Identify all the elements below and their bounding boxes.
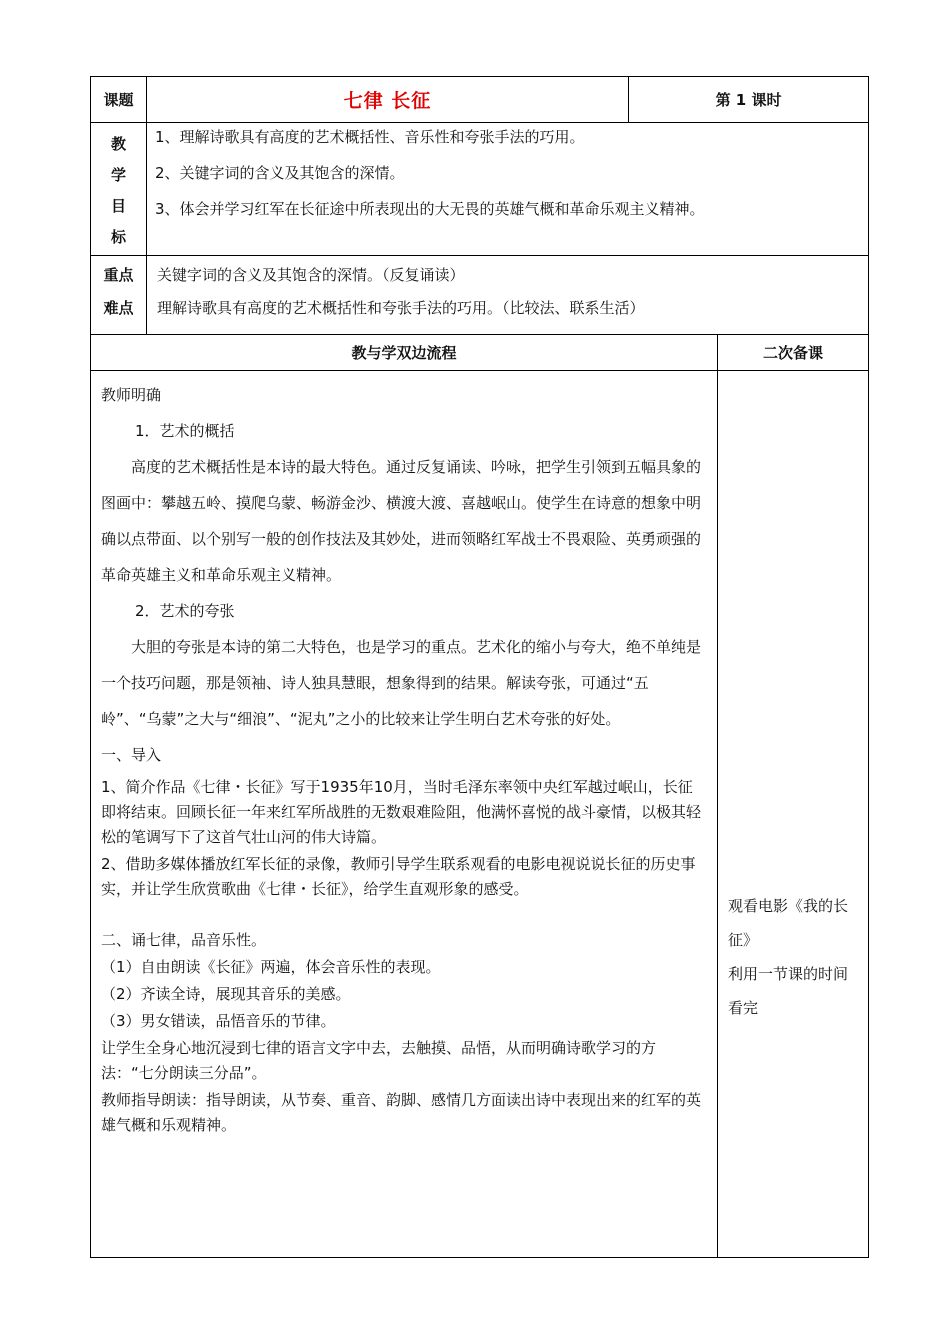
intro-item-2: 2、借助多媒体播放红军长征的录像，教师引导学生联系观看的电影电视说说长征的历史事实，并让学生欣赏歌曲《七律・长征》，给学生直观形象的感受。 (101, 855, 696, 898)
goal-item: 2、关键字词的含义及其饱含的深情。 (155, 164, 405, 182)
difficult-label: 难点 (103, 299, 134, 317)
flow-body-row (91, 371, 869, 1258)
goals-content (147, 123, 869, 256)
spacer (101, 902, 705, 926)
section1-title: 1．艺术的概括 (135, 422, 235, 440)
topic-label: 课题 (91, 77, 147, 123)
side-note-1: 观看电影《我的长征》 (728, 897, 849, 949)
key-points-row (91, 256, 869, 335)
recite-item-3: （3）男女错读，品悟音乐的节律。 (101, 1012, 336, 1030)
teacher-clarify: 教师明确 (101, 386, 162, 404)
difficult-text: 理解诗歌具有高度的艺术概括性和夸张手法的巧用。（比较法、联系生活） (157, 299, 645, 317)
section2-text: 大胆的夸张是本诗的第二大特色，也是学习的重点。艺术化的缩小与夸大，绝不单纯是一个技巧问题，那是领袖、诗人独具慧眼，想象得到的结果。解读夸张，可通过“五岭”、“乌蒙”之大与“细浪”、“泥丸”之小的比较来让学生明白艺术夸张的好处。 (101, 638, 702, 728)
goals-label-char: 教 (110, 135, 126, 153)
side-notes (718, 371, 869, 1258)
goal-item: 3、体会并学习红军在长征途中所表现出的大无畏的英雄气概和革命乐观主义精神。 (155, 200, 705, 218)
goals-label-char: 学 (110, 166, 126, 184)
key-points-labels (91, 256, 147, 335)
intro-title: 一、导入 (101, 746, 162, 764)
lesson-title: 七律 长征 (147, 77, 629, 123)
flow-content (91, 371, 718, 1258)
flow-header-row (91, 335, 869, 371)
section1-text: 高度的艺术概括性是本诗的最大特色。通过反复诵读、吟咏，把学生引领到五幅具象的图画中：攀越五岭、摸爬乌蒙、畅游金沙、横渡大渡、喜越岷山。使学生在诗意的想象中明确以点带面、以个别写一般的创作技法及其妙处，进而领略红军战士不畏艰险、英勇顽强的革命英雄主义和革命乐观主义精神。 (101, 458, 702, 584)
goals-row (91, 123, 869, 256)
recite-guide: 教师指导朗读：指导朗读，从节奏、重音、韵脚、感情几方面读出诗中表现出来的红军的英雄气概和乐观精神。 (101, 1091, 702, 1134)
lesson-period: 第 1 课时 (629, 77, 869, 123)
recite-item-2: （2）齐读全诗，展现其音乐的美感。 (101, 985, 351, 1003)
intro-item-1: 1、简介作品《七律・长征》写于1935年10月，当时毛泽东率领中央红军越过岷山，长征即将结束。回顾长征一年来红军所战胜的无数艰难险阻，他满怀喜悦的战斗豪情，以极其轻松的笔调写下了这首气壮山河的伟大诗篇。 (101, 778, 702, 846)
recite-title: 二、诵七律，品音乐性。 (101, 931, 267, 949)
key-label: 重点 (103, 266, 134, 284)
goals-label-char: 目 (110, 197, 126, 215)
goals-label-char: 标 (110, 228, 126, 246)
flow-header: 教与学双边流程 (91, 335, 718, 371)
goals-label (91, 123, 147, 256)
goal-item: 1、理解诗歌具有高度的艺术概括性、音乐性和夸张手法的巧用。 (155, 128, 585, 146)
key-points-content (147, 256, 869, 335)
side-note-2: 利用一节课的时间看完 (728, 965, 849, 1017)
side-header: 二次备课 (718, 335, 869, 371)
key-text: 关键字词的含义及其饱含的深情。（反复诵读） (157, 266, 465, 284)
lesson-plan-table (90, 76, 869, 1258)
section2-title: 2．艺术的夸张 (135, 602, 235, 620)
header-row (91, 77, 869, 123)
recite-summary: 让学生全身心地沉浸到七律的语言文字中去，去触摸、品悟，从而明确诗歌学习的方法：“七分朗读三分品”。 (101, 1039, 657, 1082)
side-notes-body (728, 371, 858, 1025)
recite-item-1: （1）自由朗读《长征》两遍，体会音乐性的表现。 (101, 958, 441, 976)
